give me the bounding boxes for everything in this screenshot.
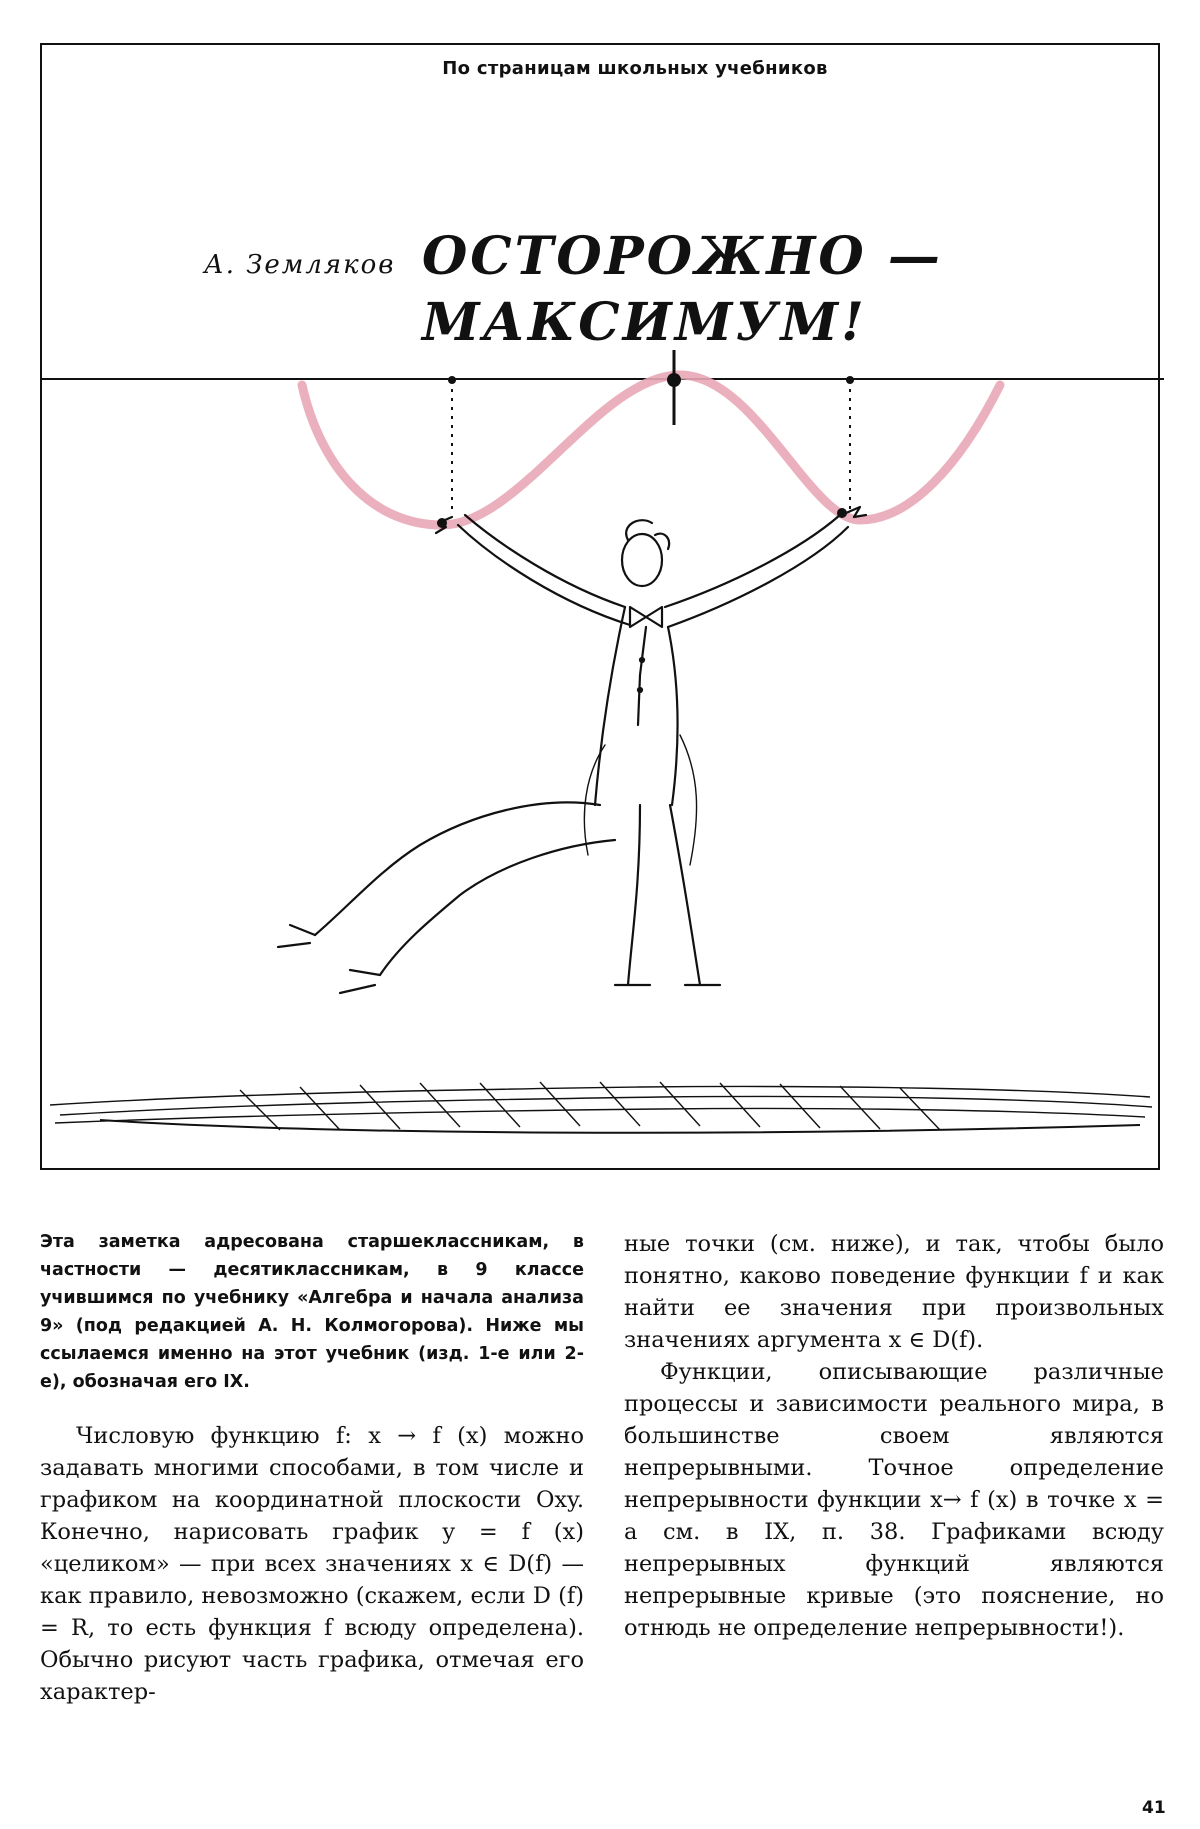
illustration-acrobat: [40, 345, 1164, 1175]
body-paragraph-continued: ные точки (см. ниже), и так, чтобы было понятно, каково поведение функции f и как найти ее значения при произвольных значениях аргумента x ∈ D(f).: [624, 1231, 1164, 1353]
section-title: По страницам школьных учебников: [442, 58, 828, 79]
headline-line-2: МАКСИМУМ!: [422, 292, 867, 353]
body-column-right: [624, 1228, 1164, 1644]
ground-hatching: [50, 1082, 1152, 1133]
function-curve: [302, 375, 1000, 525]
body-paragraph: Числовую функцию f: x → f (x) можно задавать многими способами, в том числе и графиком на координатной плоскости Oxy. Конечно, нарисовать график y = f (x) «целиком» — при всех значениях x ∈ D(f) — как правило, невозможно (скажем, если D (f) = R, то есть функция f всюду определена). Обычно рисуют часть графика, отмечая его характер-: [40, 1423, 584, 1705]
maximum-point: [667, 373, 681, 387]
headline-line-1: ОСТОРОЖНО —: [422, 226, 943, 287]
page-number: 41: [1142, 1798, 1166, 1818]
body-column-left: [40, 1420, 584, 1708]
author-name: А. Земляков: [204, 250, 396, 280]
acrobat-figure: [278, 507, 866, 993]
body-paragraph: Функции, описывающие различные процессы и зависимости реального мира, в большинстве своем являются непрерывными. Точное определение непрерывности функции x→ f (x) в точке x = a см. в IX, п. 38. Графиками всюду непрерывных функций являются непрерывные кривые (это пояснение, но отнюдь не определение непрерывности!).: [624, 1359, 1164, 1641]
article-headline: [422, 224, 943, 356]
intro-note: Эта заметка адресована старшеклассникам, в частности — десятиклассникам, в 9 классе учившимся по учебнику «Алгебра и начала анализа 9» (под редакцией А. Н. Колмогорова). Ниже мы ссылаемся именно на этот учебник (изд. 1-е или 2-е), обозначая его IX.: [40, 1232, 584, 1392]
